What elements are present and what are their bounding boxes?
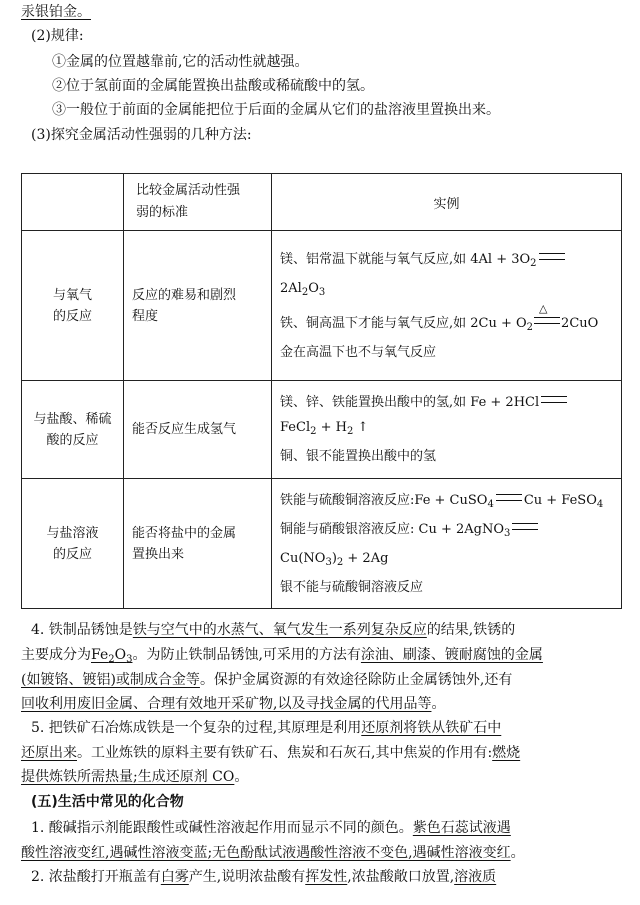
equals-sign — [541, 396, 567, 403]
example-line: 铁能与硫酸铜溶液反应:Fe + CuSO$_4$ Cu + FeSO$_4$ — [280, 492, 604, 510]
para-1-line-2: 酸性溶液变红,遇碱性溶液变蓝;无色酚酞试液遇酸性溶液不变色,遇碱性溶液变红。 — [21, 845, 525, 861]
table-row — [22, 381, 622, 479]
example-line: 铜能与硝酸银溶液反应: Cu + 2AgNO$_3$ — [280, 517, 613, 546]
row-standard-salt: 能否将盐中的金属 置换出来 — [124, 479, 272, 609]
example-line: 银不能与硫酸铜溶液反应 — [280, 579, 424, 595]
para-5-line-3: 提供炼铁所需热量;生成还原剂 CO。 — [21, 769, 249, 785]
metal-activity-table — [21, 173, 622, 609]
example-line: 铜、银不能置换出酸中的氢 — [280, 449, 437, 464]
equals-sign — [539, 253, 565, 260]
row-label-oxygen: 与氧气 的反应 — [22, 231, 124, 381]
example-line: $Cu(NO_3)_2 + 2Ag$ — [280, 550, 389, 568]
para-2-line-1: 2. 浓盐酸打开瓶盖有白雾产生,说明浓盐酸有挥发性,浓盐酸敞口放置,溶液质 — [31, 869, 497, 885]
table-row — [22, 479, 622, 609]
row-label-acid: 与盐酸、稀硫 酸的反应 — [22, 381, 124, 479]
header-empty — [22, 174, 124, 231]
equals-sign — [496, 494, 522, 501]
example-line: $2Al_2O_3$ — [280, 280, 326, 298]
example-line: 镁、铝常温下就能与氧气反应,如 $4Al + 3O_2$ — [280, 247, 613, 276]
table-header-row — [22, 174, 622, 231]
example-line: 镁、锌、铁能置换出酸中的氢,如 Fe + 2HCl — [280, 390, 613, 415]
example-line: 铁、铜高温下才能与氧气反应,如 $2Cu + O_2$ △ 2CuO — [280, 301, 599, 333]
header-examples: 实例 — [272, 174, 622, 231]
para-1-line-1: 1. 酸碱指示剂能跟酸性或碱性溶液起作用而显示不同的颜色。紫色石蕊试液遇 — [31, 820, 511, 836]
row-standard-acid: 能否反应生成氢气 — [124, 381, 272, 479]
header-standard: 比较金属活动性强 弱的标准 — [124, 174, 272, 231]
row-examples-salt — [272, 479, 622, 609]
para-4-line-1: 4. 铁制品锈蚀是铁与空气中的水蒸气、氧气发生一系列复杂反应的结果,铁锈的 — [31, 622, 516, 638]
text-line — [21, 2, 91, 22]
methods-heading: (3)探究金属活动性强弱的几种方法: — [31, 127, 252, 143]
table-row — [22, 231, 622, 381]
rule-1: ①金属的位置越靠前,它的活动性就越强。 — [52, 54, 309, 70]
para-4-line-4: 回收利用废旧金属、合理有效地开采矿物,以及寻找金属的代用品等。 — [21, 696, 446, 712]
rules-heading: (2)规律: — [31, 28, 84, 44]
row-standard-oxygen: 反应的难易和剧烈 程度 — [124, 231, 272, 381]
para-5-line-1: 5. 把铁矿石冶炼成铁是一个复杂的过程,其原理是利用还原剂将铁从铁矿石中 — [31, 720, 502, 736]
example-line: 金在高温下也不与氧气反应 — [280, 344, 437, 360]
equals-sign — [512, 523, 538, 530]
rule-3: ③一般位于前面的金属能把位于后面的金属从它们的盐溶液里置换出来。 — [52, 102, 500, 118]
row-label-salt: 与盐溶液 的反应 — [22, 479, 124, 609]
heat-equals-sign: △ — [534, 317, 560, 324]
para-4-line-3: (如镀铬、镀铝)或制成合金等。保护金属资源的有效途径除防止金属锈蚀外,还有 — [21, 672, 513, 688]
para-4-line-2: 主要成分为$Fe_2O_3$。为防止铁制品锈蚀,可采用的方法有涂油、刷漆、镀耐腐蚀的金属 — [21, 647, 543, 665]
section-heading: (五)生活中常见的化合物 — [31, 794, 184, 810]
underlined-answer: 汞银铂金。 — [21, 4, 91, 20]
row-examples-oxygen — [272, 231, 622, 381]
para-5-line-2: 还原出来。工业炼铁的原料主要有铁矿石、焦炭和石灰石,其中焦炭的作用有:燃烧 — [21, 745, 521, 761]
example-line: FeCl$_2$ + $H_2$ ↑ — [280, 420, 369, 437]
row-examples-acid — [272, 381, 622, 479]
rule-2: ②位于氢前面的金属能置换出盐酸或稀硫酸中的氢。 — [52, 78, 374, 94]
